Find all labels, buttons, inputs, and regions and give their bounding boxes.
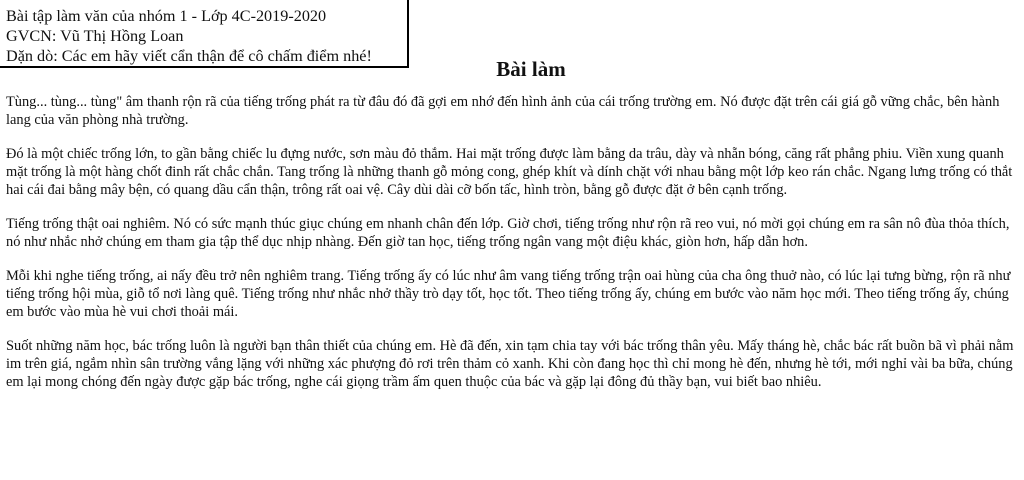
essay-paragraph: Mỗi khi nghe tiếng trống, ai nấy đều trở nên nghiêm trang. Tiếng trống ấy có lúc như âm vang tiếng trống trận oai hùng của cha ông thuở nào, có lúc lại tưng bừng, rộn rã như tiếng trống hội mùa, giỗ tổ nơi làng quê. Tiếng trống như nhắc nhở thầy trò dạy tốt, học tốt. Theo tiếng trống ấy, chúng em bước vào năm học mới. Theo tiếng trống ấy, chúng em bước vào mùa hè vui chơi thoải mái. bbox=[6, 268, 1011, 320]
header-class-title: Bài tập làm văn của nhóm 1 - Lớp 4C-2019-2020 bbox=[6, 7, 327, 25]
page-title: Bài làm bbox=[496, 57, 566, 81]
essay-paragraph: Tùng... tùng... tùng" âm thanh rộn rã của tiếng trống phát ra từ đâu đó đã gợi em nhớ đến hình ảnh của cái trống trường em. Nó được đặt trên cái giá gỗ vững chắc, bên hành lang của văn phòng nhà trường. bbox=[6, 94, 1000, 128]
essay-paragraph: Đó là một chiếc trống lớn, to gần bằng chiếc lu đựng nước, sơn màu đỏ thắm. Hai mặt trống được làm bằng da trâu, dày và nhẵn bóng, căng rất phẳng phiu. Viền xung quanh mặt trống là một hàng chốt đinh rất chắc chắn. Tang trống là những thanh gỗ mỏng cong, ghép khít và dính chặt với nhau bằng một lớp keo rán chắc. Ngang lưng trống có thắt hai cái đai bằng mây bện, có quang dầu cẩn thận, trông rất oai vệ. Cây dùi dài cỡ bốn tấc, hình tròn, bằng gỗ được đặt ở bên cạnh trống. bbox=[6, 146, 1013, 198]
header-teacher: GVCN: Vũ Thị Hồng Loan bbox=[6, 27, 184, 45]
essay-paragraph: Tiếng trống thật oai nghiêm. Nó có sức mạnh thúc giục chúng em nhanh chân đến lớp. Giờ chơi, tiếng trống như rộn rã reo vui, nó mời gọi chúng em ra sân nô đùa thỏa thích, nó như nhắc nhở chúng em tham gia tập thể dục nhịp nhàng. Đến giờ tan học, tiếng trống ngân vang một điệu khác, giòn hơn, hấp dẫn hơn. bbox=[6, 216, 1010, 250]
essay-body bbox=[6, 93, 1022, 407]
header-instruction: Dặn dò: Các em hãy viết cẩn thận để cô chấm điểm nhé! bbox=[6, 47, 372, 65]
essay-paragraph: Suốt những năm học, bác trống luôn là người bạn thân thiết của chúng em. Hè đã đến, xin tạm chia tay với bác trống thân yêu. Mấy tháng hè, chắc bác rất buồn bã vì phải nằm im trên giá, ngắm nhìn sân trường vắng lặng với những xác phượng đỏ rơi trên thảm cỏ xanh. Khi còn đang học thì chỉ mong hè đến, nhưng hè tới, mới nghỉ vài ba bữa, chúng em lại mong chóng đến ngày được gặp bác trống, nghe cái giọng trầm ấm quen thuộc của bác và gặp lại đông đủ thầy bạn, vui biết bao nhiêu. bbox=[6, 338, 1014, 390]
